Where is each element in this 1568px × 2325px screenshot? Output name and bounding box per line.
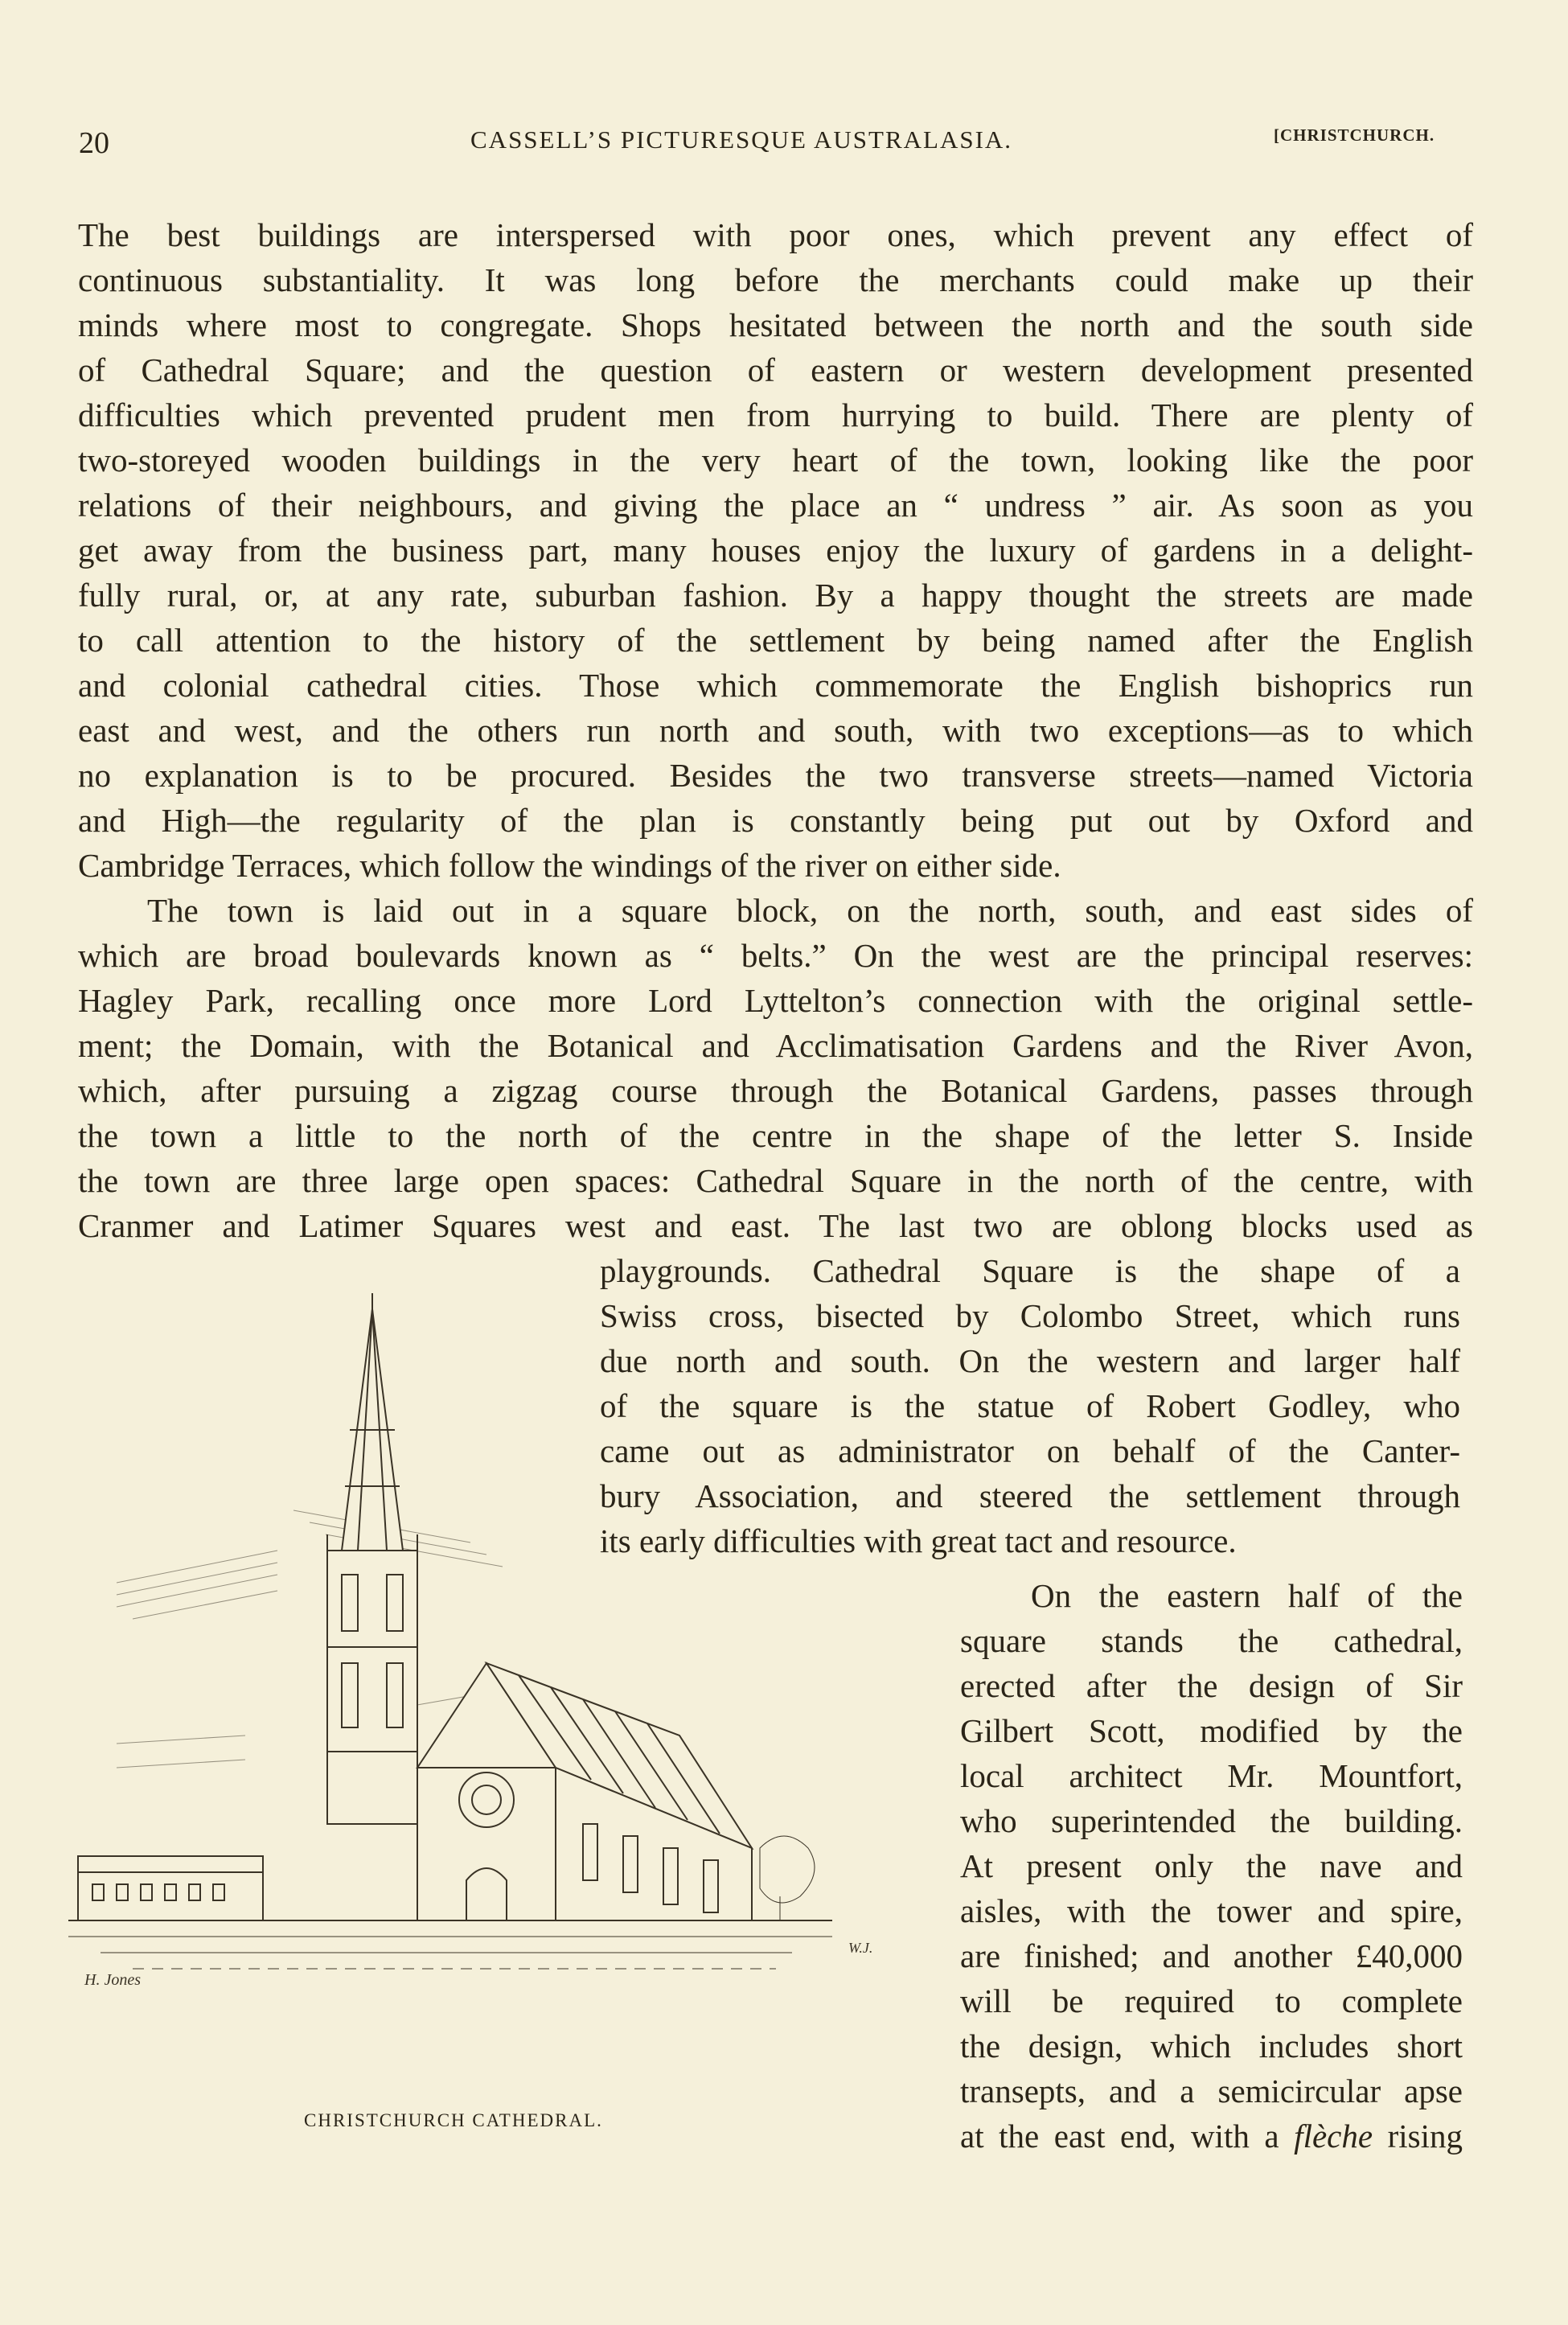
text-line: and colonial cathedral cities. Those which commemorate the English bishoprics run	[78, 667, 1473, 704]
text-line: who superintended the building.	[960, 1802, 1463, 1839]
text-line: will be required to complete	[960, 1982, 1463, 2019]
spire	[342, 1293, 403, 1551]
text-line: fully rural, or, at any rate, suburban fashion. By a happy thought the streets are made	[78, 577, 1473, 614]
text-line: are finished; and another £40,000	[960, 1937, 1463, 1974]
figure-caption: CHRISTCHURCH CATHEDRAL.	[304, 2110, 603, 2130]
text-line: At present only the nave and	[960, 1847, 1463, 1884]
page-number: 20	[79, 126, 109, 160]
text-line: and High—the regularity of the plan is constantly being put out by Oxford and	[78, 802, 1473, 839]
text-line: Gilbert Scott, modified by the	[960, 1712, 1463, 1749]
engraver-signature: H. Jones	[84, 1971, 141, 1989]
text-line: Swiss cross, bisected by Colombo Street, which runs	[600, 1297, 1460, 1334]
text-line: the design, which includes short	[960, 2027, 1463, 2064]
text-line: due north and south. On the western and larger half	[600, 1342, 1460, 1379]
text-line: Cambridge Terraces, which follow the windings of the river on either side.	[78, 847, 1061, 884]
text-line: difficulties which prevented prudent men from hurrying to build. There are plenty of	[78, 396, 1473, 433]
text-line: Cranmer and Latimer Squares west and east. The last two are oblong blocks used as	[78, 1207, 1473, 1244]
tower	[327, 1534, 417, 1824]
text-line: square stands the cathedral,	[960, 1622, 1463, 1659]
running-title: CASSELL’S PICTURESQUE AUSTRALASIA.	[470, 125, 1013, 154]
text-line: erected after the design of Sir	[960, 1667, 1463, 1704]
text-line: minds where most to congregate. Shops hesitated between the north and the south side	[78, 306, 1473, 343]
text-line: The town is laid out in a square block, on the north, south, and east sides of	[147, 892, 1473, 929]
text-line: get away from the business part, many houses enjoy the luxury of gardens in a delight-	[78, 532, 1473, 569]
cathedral-illustration	[68, 1285, 905, 2089]
text-line-final: at the east end, with a flèche rising	[960, 2118, 1463, 2155]
text-line: playgrounds. Cathedral Square is the shape of a	[600, 1252, 1460, 1289]
text-line: ment; the Domain, with the Botanical and Acclimatisation Gardens and the River Avon,	[78, 1027, 1473, 1064]
text-line: Hagley Park, recalling once more Lord Lyttelton’s connection with the original settle-	[78, 982, 1473, 1019]
text-line: of the square is the statue of Robert Godley, who	[600, 1387, 1460, 1424]
text-line: to call attention to the history of the settlement by being named after the English	[78, 622, 1473, 659]
engraver-mark: W.J.	[848, 1940, 873, 1956]
text-line: which are broad boulevards known as “ belts.” On the west are the principal reserves:	[78, 937, 1473, 974]
text-line: the town a little to the north of the centre in the shape of the letter S. Inside	[78, 1117, 1473, 1154]
text-line: came out as administrator on behalf of the Canter-	[600, 1432, 1460, 1469]
text-line: aisles, with the tower and spire,	[960, 1892, 1463, 1929]
italic-word: flèche	[1294, 2118, 1373, 2155]
text-line: the town are three large open spaces: Cathedral Square in the north of the centre, with	[78, 1162, 1473, 1199]
text-line: east and west, and the others run north and south, with two exceptions—as to which	[78, 712, 1473, 749]
text-line: its early difficulties with great tact and resource.	[600, 1522, 1237, 1559]
cathedral-engraving	[68, 1285, 905, 2089]
tree	[760, 1836, 815, 1920]
section-label: [CHRISTCHURCH.	[1274, 125, 1435, 145]
text-line: bury Association, and steered the settlement through	[600, 1477, 1460, 1514]
text-line: transepts, and a semicircular apse	[960, 2072, 1463, 2109]
text-line: of Cathedral Square; and the question of eastern or western development presented	[78, 351, 1473, 388]
text-line: which, after pursuing a zigzag course through the Botanical Gardens, passes through	[78, 1072, 1473, 1109]
text-line: On the eastern half of the	[1031, 1577, 1463, 1614]
text-line: two-storeyed wooden buildings in the very heart of the town, looking like the poor	[78, 442, 1473, 479]
text-line: local architect Mr. Mountfort,	[960, 1757, 1463, 1794]
text-line: continuous substantiality. It was long before the merchants could make up their	[78, 261, 1473, 298]
text-line: The best buildings are interspersed with poor ones, which prevent any effect of	[78, 216, 1473, 253]
text-line: no explanation is to be procured. Besides the two transverse streets—named Victoria	[78, 757, 1473, 794]
text-line: relations of their neighbours, and giving the place an “ undress ” air. As soon as you	[78, 487, 1473, 524]
